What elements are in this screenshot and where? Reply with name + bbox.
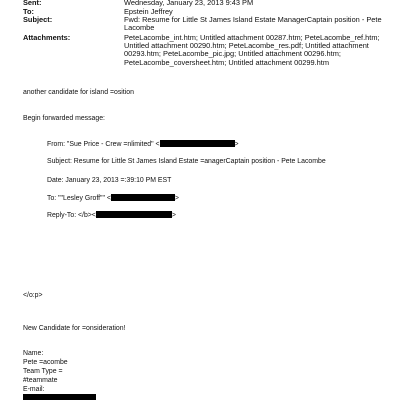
forward-date-line: Date: January 23, 2013 =:39:10 PM EST: [47, 177, 172, 184]
email-label: E-mail:: [23, 386, 45, 393]
forward-to-line: [47, 194, 179, 203]
new-candidate-line: New Candidate for =onsideration!: [23, 325, 126, 332]
op-tag-line: </o:p>: [23, 292, 43, 299]
redaction-bar: [111, 194, 175, 201]
to-label: To:: [23, 7, 34, 16]
attachments-value: PeteLacombe_int.htm; Untitled attachment 00287.htm; PeteLacombe_ref.htm; Untitled attachment 00290.htm; PeteLacombe_res.pdf; Untitled attachment 00293.htm; PeteLacombe_pic.jpg; Untitled attachment 00296.htm; PeteLacombe_coversheet.htm; Untitled attachment 00299.htm: [124, 33, 380, 67]
subject-label: Subject:: [23, 15, 53, 24]
sent-value: Wednesday, January 23, 2013 9:43 PM: [124, 0, 254, 7]
to-value: Epstein Jeffrey: [124, 7, 173, 16]
forward-replyto-text: Reply-To: </b><: [47, 212, 96, 219]
forward-replyto-line: [47, 211, 176, 220]
attachments-label: Attachments:: [23, 33, 71, 42]
team-type-label: Team Type =: [23, 368, 63, 375]
name-value: Pete =acombe: [23, 359, 68, 366]
name-label: Name:: [23, 350, 44, 357]
team-type-value: #teammate: [23, 377, 58, 384]
forward-to-close: >: [174, 195, 179, 202]
redaction-block: [23, 394, 96, 400]
subject-value: Fwd: Resume for Little St James Island Estate ManagerCaptain position - Pete Lacombe: [124, 15, 382, 33]
redaction-bar: [96, 211, 172, 218]
forward-from-close: >: [234, 141, 239, 148]
body-line-forwarded: Begin forwarded message:: [23, 115, 105, 122]
forward-subject-line: Subject: Resume for Little St James Island Estate =anagerCaptain position - Pete Lacombe: [47, 158, 326, 165]
forward-to-text: To: ""Lesley Groff"" <: [47, 195, 111, 202]
forward-from-text: From: "Sue Price - Crew =nlimited" <: [47, 141, 160, 148]
forward-replyto-close: >: [171, 212, 176, 219]
sent-label: Sent:: [23, 0, 42, 7]
forward-from-line: [47, 140, 239, 149]
body-line-candidate: another candidate for island =osition: [23, 89, 134, 96]
redaction-bar: [160, 140, 235, 147]
